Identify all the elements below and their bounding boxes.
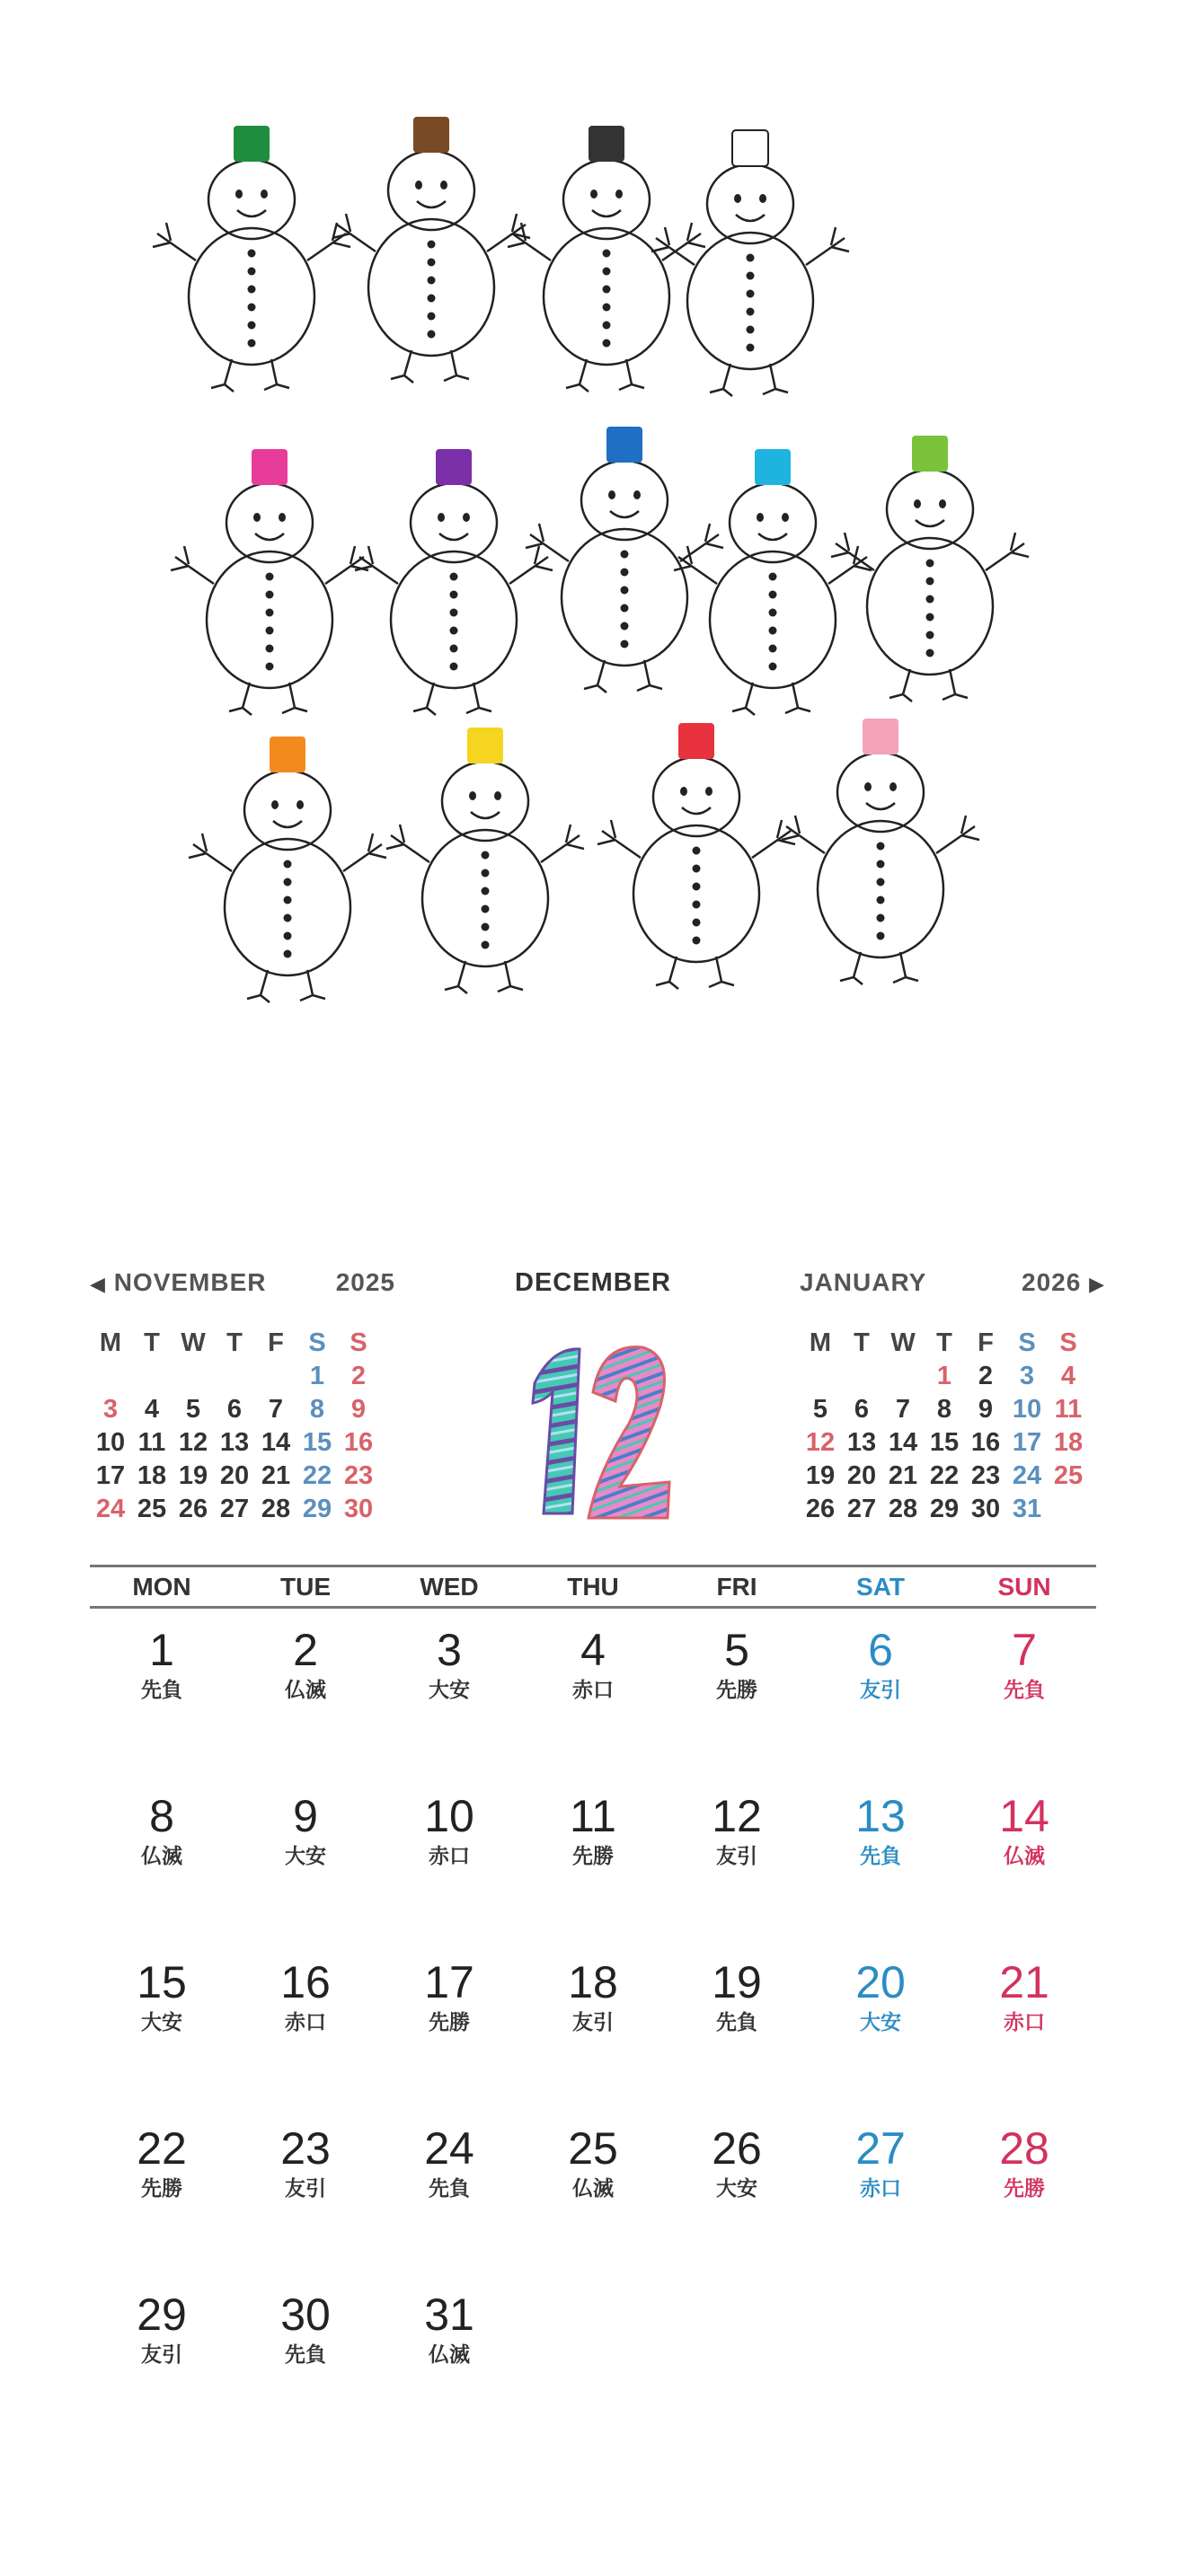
mini-weekday-label: S [1018, 1328, 1036, 1357]
mini-day: 21 [261, 1461, 291, 1490]
mini-day: 12 [178, 1428, 208, 1457]
mini-day: 17 [95, 1461, 126, 1490]
mini-day: 5 [185, 1395, 201, 1424]
day-cell[interactable] [377, 1949, 521, 2115]
weekday-sun: SUN [997, 1573, 1051, 1601]
day-cell[interactable] [90, 2115, 234, 2281]
day-number: 20 [855, 1957, 906, 2007]
day-number: 6 [868, 1625, 893, 1675]
prev-month-title[interactable] [90, 1268, 267, 1297]
day-number: 18 [568, 1957, 618, 2007]
day-number: 4 [580, 1625, 606, 1675]
mini-day: 30 [970, 1495, 1001, 1523]
rokuyo-label: 赤口 [1004, 2010, 1045, 2033]
mini-weekday-label: F [978, 1328, 994, 1357]
rokuyo-label: 先勝 [141, 2176, 182, 2200]
month-grid [90, 1617, 1096, 2448]
day-number: 8 [149, 1791, 174, 1841]
day-number: 12 [712, 1791, 762, 1841]
rokuyo-label: 仏滅 [141, 1844, 182, 1867]
day-cell [521, 2281, 665, 2448]
rokuyo-label: 大安 [141, 2010, 182, 2033]
rokuyo-label: 仏滅 [285, 1678, 326, 1701]
mini-day: 29 [302, 1495, 332, 1523]
mini-day: 9 [350, 1395, 367, 1424]
mini-day: 25 [137, 1495, 167, 1523]
rokuyo-label: 大安 [860, 2010, 901, 2033]
rokuyo-label: 先勝 [429, 2010, 470, 2033]
prev-month-calendar [90, 1265, 395, 1525]
day-number: 30 [280, 2289, 331, 2340]
mini-day: 9 [978, 1395, 994, 1424]
triangle-right-icon[interactable]: ▶ [1089, 1273, 1105, 1295]
mini-day: 11 [1054, 1395, 1083, 1424]
day-cell[interactable] [521, 1617, 665, 1783]
mini-day: 27 [219, 1495, 250, 1523]
mini-day: 28 [888, 1495, 918, 1523]
mini-day: 31 [1012, 1495, 1042, 1523]
day-cell[interactable] [377, 1783, 521, 1949]
weekday-thu: THU [567, 1573, 619, 1601]
snowman [651, 130, 849, 396]
mini-day: 15 [302, 1428, 332, 1457]
rokuyo-label: 仏滅 [1004, 1844, 1045, 1867]
day-cell[interactable] [665, 2115, 809, 2281]
day-number: 22 [137, 2123, 187, 2174]
mini-day: 29 [929, 1495, 960, 1523]
next-month-calendar [800, 1265, 1105, 1525]
week-row [90, 1783, 1096, 1949]
mini-weekday-label: S [350, 1328, 367, 1357]
mini-day: 28 [261, 1495, 291, 1523]
rokuyo-label: 大安 [285, 1844, 326, 1867]
snowman [674, 449, 872, 715]
next-month-title[interactable] [1022, 1268, 1105, 1297]
snowman [782, 719, 979, 984]
day-number: 13 [855, 1791, 906, 1841]
mini-day: 14 [261, 1428, 291, 1457]
mini-day: 22 [302, 1461, 332, 1490]
weekday-fri: FRI [716, 1573, 757, 1601]
mini-day: 12 [805, 1428, 836, 1457]
mini-day: 23 [343, 1461, 374, 1490]
prev-month-year: 2025 [335, 1268, 395, 1296]
day-cell [809, 2281, 952, 2448]
rokuyo-label: 友引 [716, 1844, 757, 1867]
mini-day: 26 [805, 1495, 836, 1523]
mini-day [214, 1361, 255, 1392]
day-cell[interactable] [234, 1783, 377, 1949]
rokuyo-label: 先勝 [1004, 2176, 1045, 2200]
mini-day: 10 [1012, 1395, 1042, 1424]
big-month-number-art [517, 1338, 678, 1527]
mini-day: 21 [888, 1461, 918, 1490]
rokuyo-label: 仏滅 [572, 2176, 614, 2200]
day-cell[interactable] [521, 1949, 665, 2115]
mini-weekday-label: M [809, 1328, 832, 1357]
weekday-tue: TUE [280, 1573, 331, 1601]
day-cell [665, 2281, 809, 2448]
day-cell[interactable] [665, 1617, 809, 1783]
mini-weekday-label: S [308, 1328, 326, 1357]
mini-day: 24 [1012, 1461, 1042, 1490]
mini-day: 7 [268, 1395, 284, 1424]
next-month-year: 2026 [1022, 1268, 1082, 1296]
snowmen-drawing [0, 0, 1186, 1141]
day-cell[interactable] [809, 1949, 952, 2115]
snowman [189, 737, 386, 1002]
triangle-left-icon[interactable]: ◀ [90, 1273, 106, 1295]
day-cell[interactable] [952, 1949, 1096, 2115]
day-number: 31 [424, 2289, 474, 2340]
mini-day: 18 [1053, 1428, 1084, 1457]
mini-day [90, 1361, 131, 1392]
mini-day: 30 [343, 1495, 374, 1523]
mini-day: 15 [929, 1428, 960, 1457]
mini-day: 4 [1060, 1362, 1076, 1390]
mini-weekday-label: S [1059, 1328, 1077, 1357]
rokuyo-label: 友引 [572, 2010, 614, 2033]
week-row [90, 1949, 1096, 2115]
day-cell[interactable] [90, 1949, 234, 2115]
mini-day: 19 [178, 1461, 208, 1490]
rokuyo-label: 赤口 [572, 1678, 614, 1701]
day-cell[interactable] [234, 1949, 377, 2115]
rokuyo-label: 先負 [1004, 1678, 1045, 1701]
mini-day [800, 1361, 841, 1392]
day-number: 29 [137, 2289, 187, 2340]
mini-day: 17 [1012, 1428, 1042, 1457]
snowman [508, 126, 705, 392]
day-number: 11 [570, 1791, 616, 1841]
day-cell[interactable] [377, 2281, 521, 2448]
day-cell[interactable] [809, 2115, 952, 2281]
rokuyo-label: 仏滅 [429, 2342, 470, 2366]
rokuyo-label: 先勝 [572, 1844, 614, 1867]
day-cell[interactable] [90, 2281, 234, 2448]
mini-day [131, 1361, 173, 1392]
mini-day: 13 [846, 1428, 877, 1457]
rokuyo-label: 友引 [141, 2342, 182, 2366]
mini-day: 2 [978, 1362, 994, 1390]
snowman [526, 427, 723, 693]
day-number: 3 [437, 1625, 462, 1675]
snowman [355, 449, 553, 715]
mini-day: 16 [343, 1428, 374, 1457]
mini-weekday-label: W [181, 1328, 206, 1357]
mini-day: 8 [936, 1395, 952, 1424]
mini-day [255, 1361, 296, 1392]
day-number: 15 [137, 1957, 187, 2007]
day-number: 23 [280, 2123, 331, 2174]
weekday-sat: SAT [856, 1573, 905, 1601]
next-month-name: JANUARY [800, 1268, 927, 1296]
mini-weekday-label: T [854, 1328, 870, 1357]
day-cell[interactable] [521, 1783, 665, 1949]
mini-day: 7 [895, 1395, 911, 1424]
rokuyo-label: 先負 [285, 2342, 326, 2366]
mini-day: 11 [137, 1428, 166, 1457]
snowman [171, 449, 368, 715]
day-cell[interactable] [90, 1783, 234, 1949]
mini-weekday-label: F [268, 1328, 284, 1357]
rokuyo-label: 先勝 [716, 1678, 757, 1701]
day-cell[interactable] [952, 1617, 1096, 1783]
mini-day: 19 [805, 1461, 836, 1490]
mini-day: 20 [219, 1461, 250, 1490]
top-rule [90, 1565, 1096, 1567]
rokuyo-label: 赤口 [285, 2010, 326, 2033]
weekday-mon: MON [132, 1573, 191, 1601]
rokuyo-label: 友引 [860, 1678, 901, 1701]
mini-weekday-label: M [99, 1328, 122, 1357]
mini-day: 24 [95, 1495, 126, 1523]
big-month-number [517, 1338, 678, 1527]
day-number: 9 [293, 1791, 318, 1841]
mini-day [173, 1361, 214, 1392]
day-number: 17 [424, 1957, 474, 2007]
day-cell[interactable] [234, 2115, 377, 2281]
day-number: 2 [293, 1625, 318, 1675]
day-number: 21 [999, 1957, 1049, 2007]
rokuyo-label: 赤口 [860, 2176, 901, 2200]
mini-weekday-label: W [890, 1328, 916, 1357]
rokuyo-label: 赤口 [429, 1844, 470, 1867]
mini-day: 27 [846, 1495, 877, 1523]
snowmen-illustration [0, 0, 1186, 1141]
rokuyo-label: 先負 [860, 1844, 901, 1867]
mini-weekday-label: T [936, 1328, 952, 1357]
day-number: 14 [999, 1791, 1049, 1841]
day-cell[interactable] [952, 1783, 1096, 1949]
mini-day: 14 [888, 1428, 918, 1457]
day-number: 25 [568, 2123, 618, 2174]
day-number: 5 [724, 1625, 749, 1675]
snowman [386, 728, 584, 993]
day-cell[interactable] [234, 1617, 377, 1783]
weekday-header [90, 1568, 1096, 1606]
day-cell[interactable] [809, 1783, 952, 1949]
mini-day: 3 [1019, 1362, 1035, 1390]
week-row [90, 2281, 1096, 2448]
next-month-grid [800, 1328, 1105, 1525]
mini-day: 8 [309, 1395, 325, 1424]
mini-day [882, 1361, 924, 1392]
mini-day: 6 [226, 1395, 243, 1424]
rokuyo-label: 大安 [716, 2176, 757, 2200]
week-row [90, 2115, 1096, 2281]
mini-day: 5 [812, 1395, 828, 1424]
day-cell [952, 2281, 1096, 2448]
rokuyo-label: 先負 [716, 2010, 757, 2033]
mini-weekday-label: T [226, 1328, 243, 1357]
day-number: 1 [149, 1625, 174, 1675]
rokuyo-label: 先負 [141, 1678, 182, 1701]
prev-month-name: NOVEMBER [113, 1268, 267, 1296]
mini-day: 16 [970, 1428, 1001, 1457]
day-cell[interactable] [90, 1617, 234, 1783]
mini-day: 2 [350, 1362, 367, 1390]
prev-month-grid [90, 1328, 395, 1525]
mini-day: 4 [144, 1395, 160, 1424]
mini-day: 23 [970, 1461, 1001, 1490]
mini-day: 20 [846, 1461, 877, 1490]
weekday-wed: WED [420, 1573, 479, 1601]
day-number: 27 [855, 2123, 906, 2174]
mini-day: 1 [936, 1362, 952, 1390]
day-cell[interactable] [377, 2115, 521, 2281]
week-row [90, 1617, 1096, 1783]
day-number: 10 [424, 1791, 474, 1841]
rokuyo-label: 友引 [285, 2176, 326, 2200]
day-number: 24 [424, 2123, 474, 2174]
day-cell[interactable] [377, 1617, 521, 1783]
mini-day: 10 [95, 1428, 126, 1457]
day-cell[interactable] [952, 2115, 1096, 2281]
day-number: 26 [712, 2123, 762, 2174]
snowman [153, 126, 350, 392]
mini-day: 22 [929, 1461, 960, 1490]
mini-day: 1 [309, 1362, 325, 1390]
day-cell[interactable] [521, 2115, 665, 2281]
snowman [332, 117, 530, 383]
mini-day: 26 [178, 1495, 208, 1523]
rokuyo-label: 大安 [429, 1678, 470, 1701]
day-cell[interactable] [234, 2281, 377, 2448]
mini-day: 6 [854, 1395, 870, 1424]
day-cell[interactable] [665, 1949, 809, 2115]
day-number: 7 [1012, 1625, 1037, 1675]
rokuyo-label: 先負 [429, 2176, 470, 2200]
bottom-rule [90, 1606, 1096, 1609]
mini-day: 3 [102, 1395, 119, 1424]
mini-day: 13 [219, 1428, 250, 1457]
mini-weekday-label: T [144, 1328, 160, 1357]
day-cell[interactable] [665, 1783, 809, 1949]
mini-day [1048, 1494, 1089, 1525]
snowman [597, 723, 795, 989]
mini-day [841, 1361, 882, 1392]
day-number: 19 [712, 1957, 762, 2007]
mini-day: 25 [1053, 1461, 1084, 1490]
day-number: 28 [999, 2123, 1049, 2174]
day-cell[interactable] [809, 1617, 952, 1783]
mini-day: 18 [137, 1461, 167, 1490]
current-month-name: DECEMBER [515, 1268, 671, 1297]
day-number: 16 [280, 1957, 331, 2007]
